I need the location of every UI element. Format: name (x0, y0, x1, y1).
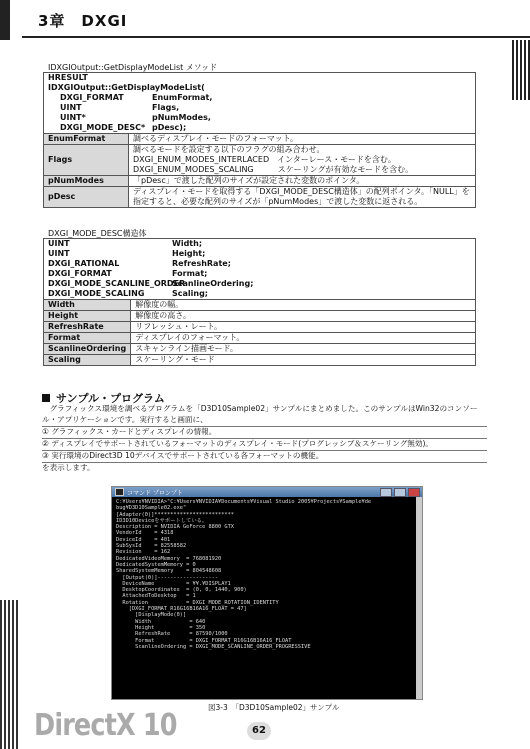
footer-logo: DirectX 10 (34, 708, 177, 743)
terminal-icon (115, 488, 124, 496)
signature-line: UINT* pNumModes, (60, 113, 211, 122)
close-icon (408, 488, 420, 497)
param-description: 調べるモードを設定する以下のフラグの組み合わせ。 DXGI_ENUM_MODES_INTERLACED インターレース・モードを含む。 DXGI_ENUM_MODES_SCALING スケーリングが有効なモードを含む。 (129, 145, 476, 176)
list-item-1: ① グラフィックス・カードとディスプレイの情報。 (42, 427, 217, 436)
figure-caption: 図3-3 「D3D10Sample02」サンプル (208, 703, 340, 712)
console-line: [Output(0)]------------------- (116, 574, 219, 581)
chapter-title: 3章 DXGI (38, 12, 128, 30)
list-item-3: ③ 実行環境のDirect3D 10デバイスでサポートされている各フォーマットの機能。 (42, 451, 324, 460)
signature-line: DXGI_FORMAT EnumFormat, (60, 93, 213, 102)
page-number: 62 (247, 722, 271, 740)
param-description: ディスプレイ・モードを取得する「DXGI_MODE_DESC構造体」の配列ポインタ。「NULL」を 指定すると、必要な配列のサイズが「pNumModes」で渡した変数に返される。 (129, 187, 476, 208)
param-row (44, 300, 476, 311)
method-signature (44, 73, 476, 134)
header-bar (0, 0, 10, 40)
console-line: RefreshRate = 87590/1000 (116, 631, 228, 638)
console-line: ID3D10Deviceをサポートしている。 (116, 517, 208, 524)
signature-line: DXGI_MODE_SCALING Scaling; (48, 289, 209, 298)
side-decoration (0, 600, 18, 749)
console-line: Format = DXGI_FORMAT_R16G16B16A16_FLOAT (116, 637, 292, 644)
header-rule (22, 36, 530, 38)
console-output (112, 497, 422, 697)
param-name: RefreshRate (44, 322, 131, 333)
console-line: DeviceName = ¥¥.¥DISPLAY1 (116, 580, 231, 587)
console-line: C:¥Users¥NVIDIA>"C:¥Users¥NVIDIA¥Documents¥Visual Studio 2005¥Projects¥Sample¥de (116, 499, 372, 505)
console-line: DedicatedVideoMemory = 768081920 (116, 555, 222, 562)
window-title: コマンド プロンプト (127, 489, 183, 497)
console-line: DedicatedSystemMemory = 0 (116, 561, 196, 568)
signature-line: UINT Height; (48, 249, 206, 258)
console-line: ScanlineOrdering = DXGI_MODE_SCANLINE_ORDER_PROGRESSIVE (116, 643, 311, 650)
param-row (44, 176, 476, 187)
console-line: DeviceId = 401 (116, 536, 171, 543)
section-heading: サンプル・プログラム (42, 390, 165, 406)
param-row (44, 134, 476, 145)
console-line: [DisplayMode(0)] (116, 612, 187, 619)
console-line: AttachedToDesktop = 1 (116, 593, 196, 600)
method-title: IDXGIOutput::GetDisplayModeList メソッド (48, 63, 218, 72)
param-row (44, 145, 476, 176)
struct-title: DXGI_MODE_DESC構造体 (48, 229, 147, 238)
param-row (44, 355, 476, 366)
param-name: Height (44, 311, 131, 322)
param-name: Flags (44, 145, 129, 176)
param-description: 解像度の幅。 (131, 300, 476, 311)
struct-signature (44, 239, 476, 300)
signature-line: DXGI_FORMAT Format; (48, 269, 208, 278)
maximize-icon (394, 488, 406, 497)
param-name: EnumFormat (44, 134, 129, 145)
param-description: スケーリング・モード (131, 355, 476, 366)
signature-line: DXGI_RATIONAL RefreshRate; (48, 259, 231, 268)
console-line: Width = 640 (116, 618, 206, 625)
signature-line: HRESULT IDXGIOutput::GetDisplayModeList( (48, 73, 205, 92)
console-line: [DXGI_FORMAT_R16G16B16A16_FLOAT = 47] (116, 606, 247, 613)
param-name: Scaling (44, 355, 131, 366)
param-description: リフレッシュ・レート。 (131, 322, 476, 333)
console-line: VendorId = 4318 (116, 530, 174, 537)
console-line: Revision = 162 (116, 549, 171, 556)
param-name: Width (44, 300, 131, 311)
console-line: SubSysId = 82558582 (116, 543, 187, 550)
param-name: Format (44, 333, 131, 344)
list-item-2: ② ディスプレイでサポートされているフォーマットのディスプレイ・モード(プログレッシブ＆スケーリング無効)。 (42, 439, 434, 448)
console-line: Description = NVIDIA GeForce 8800 GTX (116, 524, 234, 531)
square-bullet-icon (42, 394, 50, 402)
param-description: 「pDesc」で渡した配列のサイズが設定された変数のポインタ。 (129, 176, 476, 187)
param-row (44, 333, 476, 344)
console-line: bug¥D3D10Sample02.exe" (116, 505, 187, 512)
param-description: スキャンライン描画モード。 (131, 344, 476, 355)
param-row (44, 187, 476, 208)
signature-line: DXGI_MODE_DESC* pDesc); (60, 123, 187, 132)
param-row (44, 311, 476, 322)
side-decoration (512, 40, 530, 100)
console-line: SharedSystemMemory = 804548608 (116, 568, 222, 575)
param-name: pDesc (44, 187, 129, 208)
intro-paragraph: グラフィックス環境を調べるプログラムを「D3D10Sample02」サンプルにまとめました。このサンプルはWin32のコンソール・アプリケーションです。実行すると画面に、 (42, 404, 478, 424)
signature-line: UINT Flags, (60, 103, 180, 112)
outro-text: を表示します。 (42, 463, 95, 472)
scrollbar (416, 497, 422, 699)
param-description: ディスプレイのフォーマット。 (131, 333, 476, 344)
struct-table (43, 238, 476, 366)
method-table (43, 72, 476, 208)
param-description: 解像度の高さ。 (131, 311, 476, 322)
param-row (44, 322, 476, 333)
param-row (44, 344, 476, 355)
console-line: DesktopCoordinates = (0, 0, 1440, 900) (116, 587, 247, 594)
window-titlebar (112, 487, 422, 497)
console-line: Height = 350 (116, 624, 206, 631)
param-name: pNumModes (44, 176, 129, 187)
param-description: 調べるディスプレイ・モードのフォーマット。 (129, 134, 476, 145)
command-prompt-window (111, 486, 423, 700)
param-name: ScanlineOrdering (44, 344, 131, 355)
signature-line: DXGI_MODE_SCANLINE_ORDER ScanlineOrdering; (48, 279, 254, 288)
signature-line: UINT Width; (48, 239, 203, 248)
minimize-icon (380, 488, 392, 497)
console-line: Rotation = DXGI_MODE_ROTATION_IDENTITY (116, 599, 279, 606)
console-line: [Adapter(0)]************************* (116, 511, 234, 518)
